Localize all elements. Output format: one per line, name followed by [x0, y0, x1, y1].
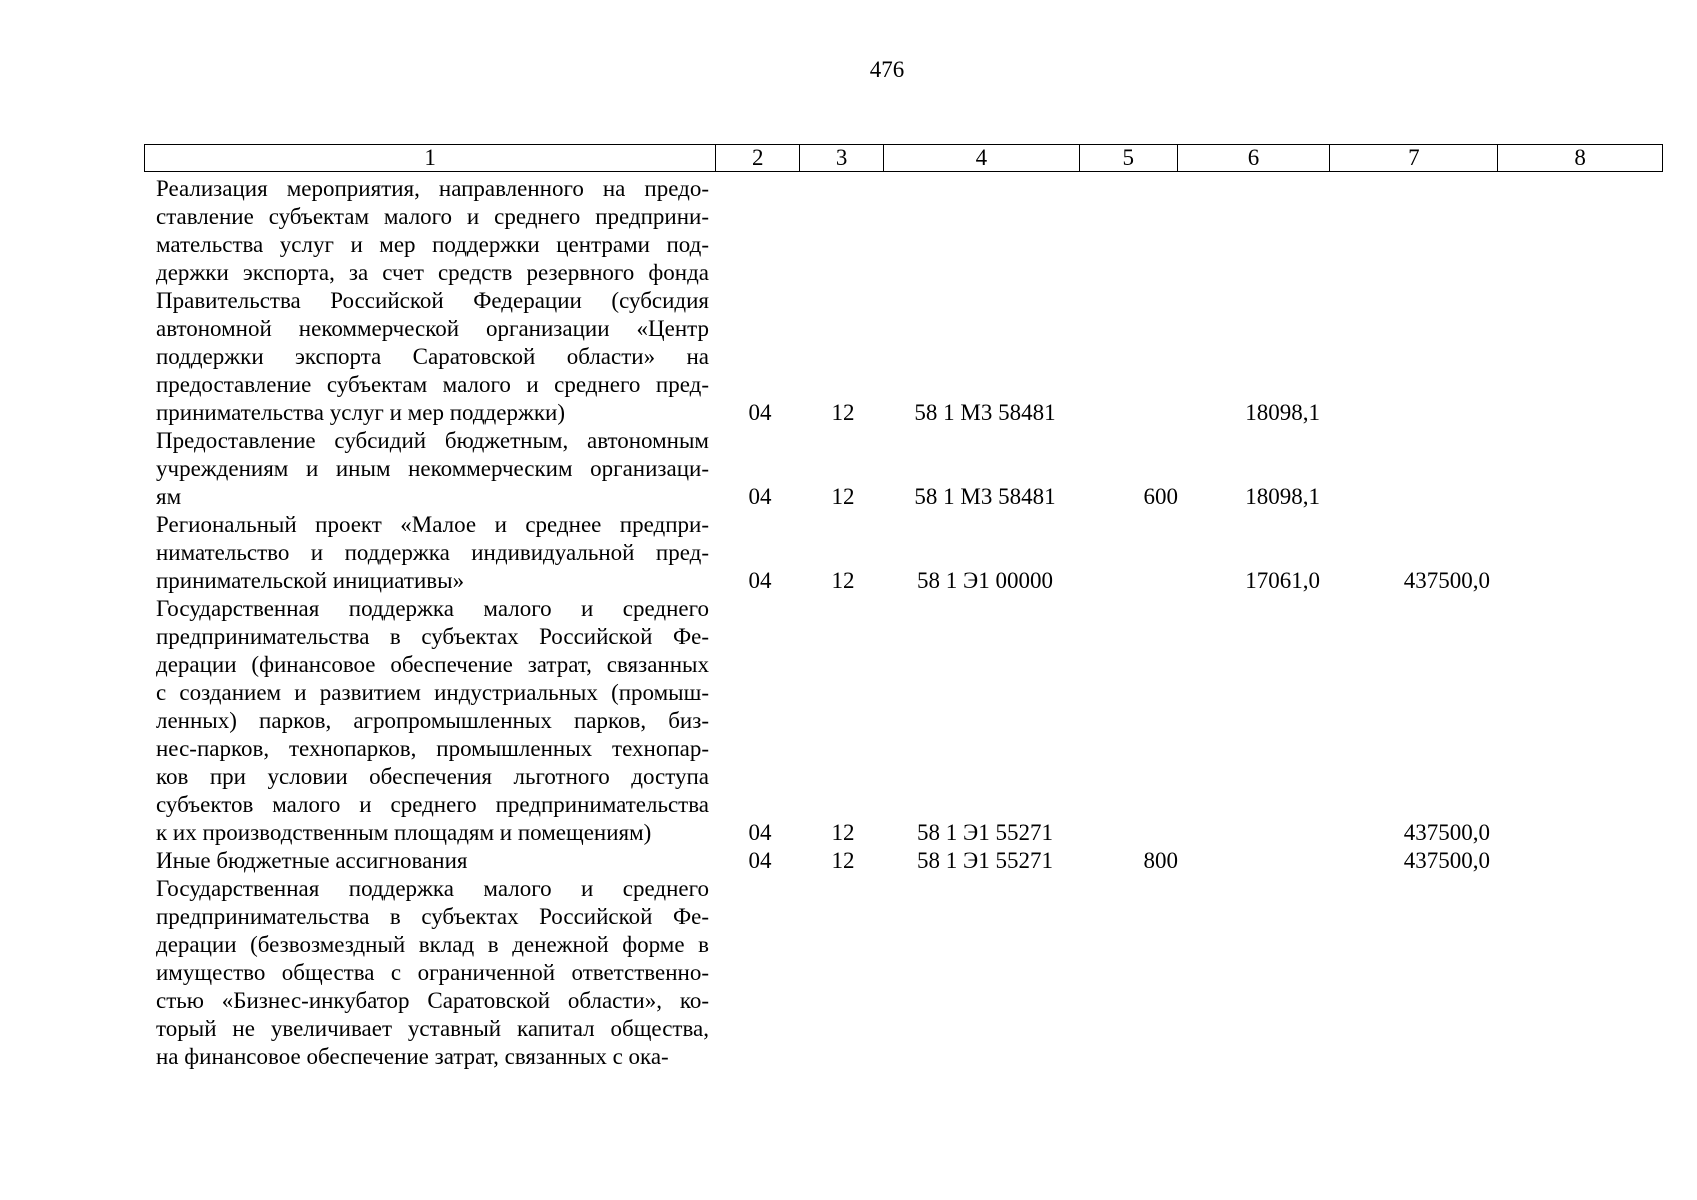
cell-col-3: 12: [831, 400, 855, 425]
header-col-6: 6: [1178, 145, 1331, 171]
description-line: ленных) парков, агропромышленных парков, биз-: [156, 708, 709, 733]
description-line: предоставление субъектам малого и среднего пред-: [156, 372, 709, 397]
cell-col-3: 12: [831, 848, 855, 873]
table-row: [0, 595, 1697, 847]
description-line: поддержки экспорта Саратовской области» на: [156, 344, 709, 369]
table-header-row: [144, 144, 1663, 172]
cell-col-2: 04: [748, 848, 772, 873]
cell-col-4: 58 1 M3 58481: [914, 484, 1056, 509]
cell-col-2: 04: [748, 568, 772, 593]
header-col-3: 3: [800, 145, 884, 171]
description-line: на финансовое обеспечение затрат, связанных с ока-: [156, 1044, 669, 1069]
table-row: [0, 427, 1697, 511]
cell-col-3: 12: [831, 820, 855, 845]
description-line: дерации (безвозмездный вклад в денежной форме в: [156, 932, 709, 957]
row-description: [156, 511, 709, 595]
description-line: принимательской инициативы»: [156, 568, 465, 593]
cell-col-7: 437500,0: [1403, 848, 1490, 873]
cell-col-2: 04: [748, 820, 772, 845]
description-line: стью «Бизнес-инкубатор Саратовской области», ко-: [156, 988, 709, 1013]
row-description: [156, 427, 709, 511]
description-line: с созданием и развитием индустриальных (промыш-: [156, 680, 709, 705]
description-line: ям: [156, 484, 182, 509]
cell-col-5: 800: [1143, 848, 1178, 873]
page-number: 476: [869, 57, 905, 82]
row-description: [156, 875, 709, 1071]
description-line: Предоставление субсидий бюджетным, автономным: [156, 428, 709, 453]
description-line: Иные бюджетные ассигнования: [156, 848, 468, 873]
cell-col-2: 04: [748, 484, 772, 509]
table-row: [0, 511, 1697, 595]
header-col-7: 7: [1330, 145, 1498, 171]
table-row: [0, 875, 1697, 1071]
cell-col-3: 12: [831, 484, 855, 509]
description-line: ставление субъектам малого и среднего предприни-: [156, 204, 709, 229]
description-line: Реализация мероприятия, направленного на предо-: [156, 176, 709, 201]
cell-col-3: 12: [831, 568, 855, 593]
description-line: Государственная поддержка малого и среднего: [156, 876, 709, 901]
description-line: к их производственным площадям и помещениям): [156, 820, 652, 845]
header-col-8: 8: [1574, 145, 1586, 170]
description-line: субъектов малого и среднего предпринимательства: [156, 792, 709, 817]
description-line: учреждениям и иным некоммерческим организаци-: [156, 456, 709, 481]
description-line: Правительства Российской Федерации (субсидия: [156, 288, 709, 313]
description-line: ков при условии обеспечения льготного доступа: [156, 764, 709, 789]
header-col-2: 2: [716, 145, 800, 171]
description-line: Государственная поддержка малого и среднего: [156, 596, 709, 621]
description-line: принимательства услуг и мер поддержки): [156, 400, 565, 425]
cell-col-4: 58 1 M3 58481: [914, 400, 1056, 425]
cell-col-7: 437500,0: [1403, 820, 1490, 845]
description-line: мательства услуг и мер поддержки центрами под-: [156, 232, 709, 257]
cell-col-4: 58 1 Э1 55271: [917, 848, 1053, 873]
cell-col-2: 04: [748, 400, 772, 425]
row-description: [156, 595, 709, 847]
table-row: [0, 847, 1697, 875]
description-line: предпринимательства в субъектах Российской Фе-: [156, 904, 709, 929]
description-line: автономной некоммерческой организации «Центр: [156, 316, 709, 341]
cell-col-6: 18098,1: [1245, 484, 1320, 509]
row-description: [156, 175, 709, 427]
cell-col-4: 58 1 Э1 00000: [917, 568, 1053, 593]
row-description: [156, 847, 709, 875]
cell-col-5: 600: [1143, 484, 1178, 509]
description-line: нес-парков, технопарков, промышленных технопар-: [156, 736, 709, 761]
description-line: предпринимательства в субъектах Российской Фе-: [156, 624, 709, 649]
cell-col-6: 17061,0: [1245, 568, 1320, 593]
header-col-5: 5: [1080, 145, 1178, 171]
description-line: нимательство и поддержка индивидуальной пред-: [156, 540, 709, 565]
description-line: дерации (финансовое обеспечение затрат, связанных: [156, 652, 709, 677]
description-line: держки экспорта, за счет средств резервного фонда: [156, 260, 709, 285]
header-col-4: 4: [884, 145, 1080, 171]
cell-col-7: 437500,0: [1403, 568, 1490, 593]
cell-col-6: 18098,1: [1245, 400, 1320, 425]
description-line: Региональный проект «Малое и среднее предпри-: [156, 512, 709, 537]
description-line: торый не увеличивает уставный капитал общества,: [156, 1016, 709, 1041]
cell-col-4: 58 1 Э1 55271: [917, 820, 1053, 845]
table-row: [0, 175, 1697, 427]
description-line: имущество общества с ограниченной ответственно-: [156, 960, 709, 985]
header-col-1: 1: [145, 145, 716, 171]
